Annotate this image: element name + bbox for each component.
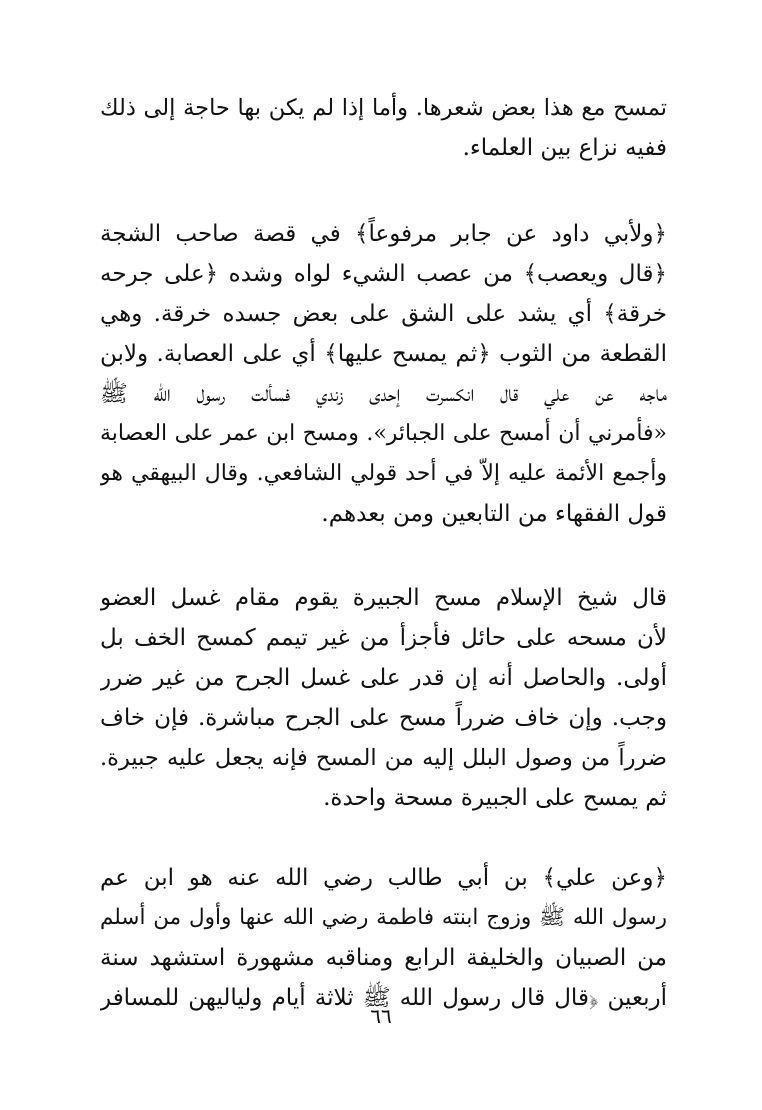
text-line: قال شيخ الإسلام مسح الجبيرة يقوم مقام غسل العضو xyxy=(100,585,667,611)
text-line: أولى. والحاصل أنه إن قدر على غسل الجرح من غير ضرر xyxy=(100,665,667,691)
text-line: خرقة﴾ أي يشد على الشق على بعض جسده خرقة. وهي xyxy=(100,301,667,327)
text-line: تمسح مع هذا بعض شعرها. وأما إذا لم يكن بها حاجة إلى ذلك xyxy=(100,95,667,121)
text-line: قول الفقهاء من التابعين ومن بعدهم. xyxy=(321,501,667,527)
text-line: «فأمرني أن أمسح على الجبائر». ومسح ابن عمر على العصابة xyxy=(100,421,667,446)
text-line: ضرراً من وصول البلل إليه من المسح فإنه يجعل عليه جبيرة. xyxy=(100,745,667,771)
text-line: ﴿قال ويعصب﴾ من عصب الشيء لواه وشده ﴿على جرحه xyxy=(100,261,667,287)
text-line: ﴿ولأبي داود عن جابر مرفوعاً﴾ في قصة صاحب الشجة xyxy=(100,221,667,247)
text-line: ماجه عن علي قال انكسرت إحدى زندي فسألت رسول الله ﷺ xyxy=(100,381,667,407)
page-number: ٦٦ xyxy=(370,1004,392,1028)
paragraph-3 xyxy=(100,578,667,818)
text-line: وجب. وإن خاف ضرراً مسح على الجرح مباشرة. فإن خاف xyxy=(100,705,667,731)
text-line: القطعة من الثوب ﴿ثم يمسح عليها﴾ أي على العصابة. ولابن xyxy=(100,341,667,367)
text-line: لأن مسحه على حائل فأجزأ من غير تيمم كمسح الخف بل xyxy=(100,625,667,651)
text-line: رسول الله ﷺ وزوج ابنته فاطمة رضي الله عنها وأول من أسلم xyxy=(100,905,667,930)
paragraph-2 xyxy=(100,214,667,534)
paragraph-1 xyxy=(100,88,667,168)
text-line: من الصبيان والخليفة الرابع ومناقبه مشهورة استشهد سنة xyxy=(100,945,667,971)
paragraph-4 xyxy=(100,858,667,1018)
text-line: ﴿وعن علي﴾ بن أبي طالب رضي الله عنه هو ابن عم xyxy=(100,865,667,891)
page-body xyxy=(100,88,667,1018)
text-line: أربعين ﴿قال قال رسول الله ﷺ ثلاثة أيام ولياليهن للمسافر xyxy=(100,985,667,1011)
text-line: ففيه نزاع بين العلماء. xyxy=(462,135,667,161)
text-line: وأجمع الأئمة عليه إلاّ في أحد قولي الشافعي. وقال البيهقي هو xyxy=(100,461,667,486)
text-line: ثم يمسح على الجبيرة مسحة واحدة. xyxy=(323,785,667,811)
